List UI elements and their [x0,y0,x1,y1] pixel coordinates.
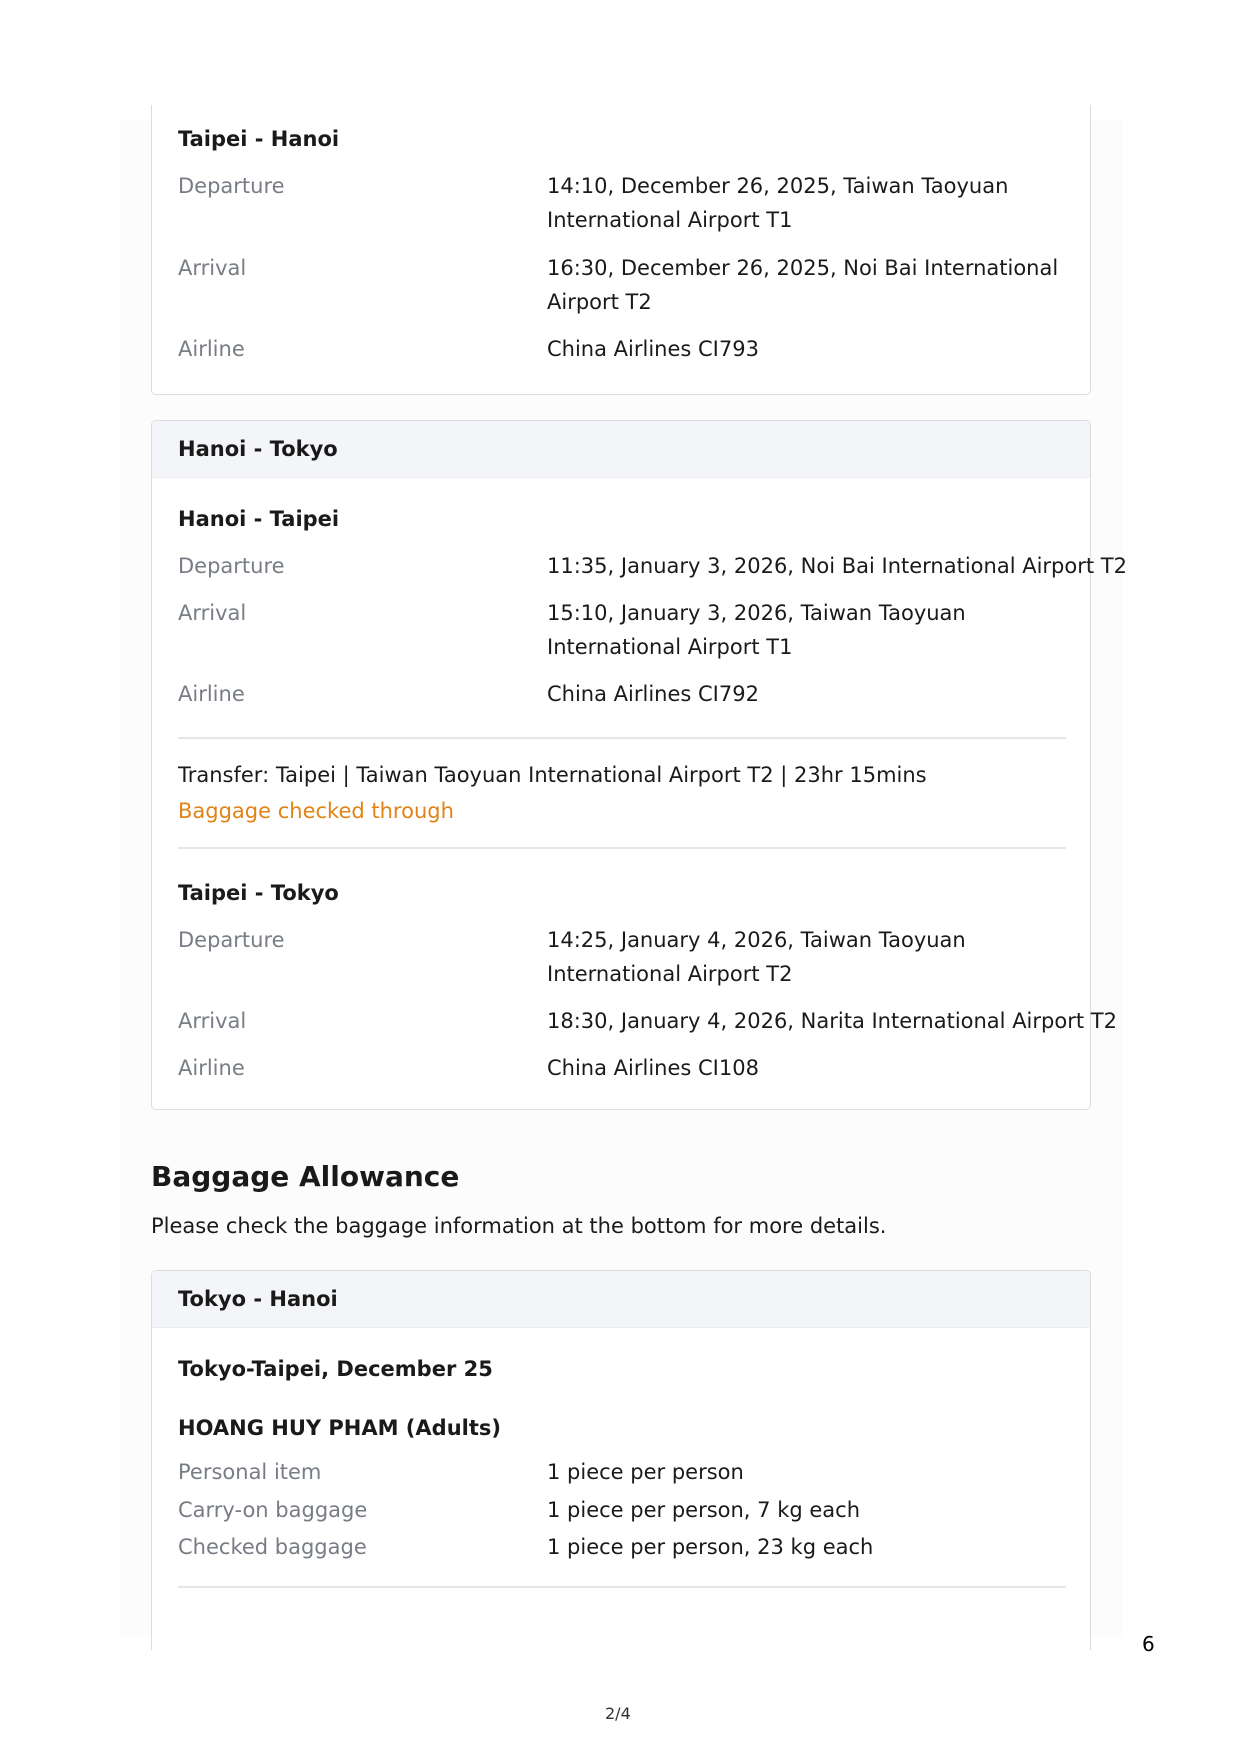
checked-baggage-value: 1 piece per person, 23 kg each [547,1535,874,1559]
card-header: Hanoi - Tokyo [152,421,1090,478]
page-counter: 2/4 [605,1704,631,1723]
arrival-value: 15:10, January 3, 2026, Taiwan Taoyuan International Airport T1 [547,601,966,659]
checked-baggage-label: Checked baggage [178,1535,367,1559]
airline-label: Airline [178,1056,245,1080]
airline-label: Airline [178,337,245,361]
arrival-value: 18:30, January 4, 2026, Narita International Airport T2 [547,1009,1117,1033]
departure-value: 11:35, January 3, 2026, Noi Bai International Airport T2 [547,554,1127,578]
departure-value: 14:25, January 4, 2026, Taiwan Taoyuan International Airport T2 [547,928,966,986]
airline-value: China Airlines CI792 [547,682,759,706]
segment-title: Taipei - Hanoi [178,127,340,151]
departure-value: 14:10, December 26, 2025, Taiwan Taoyuan International Airport T1 [547,174,1009,232]
baggage-card-tokyo-hanoi [151,1270,1091,1650]
flight-card-taipei-hanoi [151,105,1091,395]
baggage-heading: Baggage Allowance [151,1160,460,1193]
airline-value: China Airlines CI108 [547,1056,759,1080]
segment-title: Hanoi - Taipei [178,507,340,531]
page-number: 6 [1142,1632,1155,1656]
divider [178,1586,1066,1588]
departure-label: Departure [178,554,285,578]
arrival-label: Arrival [178,601,247,625]
passenger-name: HOANG HUY PHAM (Adults) [178,1416,501,1440]
arrival-label: Arrival [178,256,247,280]
segment-title: Taipei - Tokyo [178,881,339,905]
transfer-info: Transfer: Taipei | Taiwan Taoyuan International Airport T2 | 23hr 15mins [178,763,927,787]
airline-label: Airline [178,682,245,706]
flight-card-hanoi-tokyo [151,420,1127,1110]
baggage-through-note: Baggage checked through [178,799,454,823]
personal-item-label: Personal item [178,1460,322,1484]
departure-label: Departure [178,928,285,952]
carry-on-label: Carry-on baggage [178,1498,368,1522]
personal-item-value: 1 piece per person [547,1460,744,1484]
divider [178,737,1066,739]
divider [178,847,1066,849]
departure-label: Departure [178,174,285,198]
baggage-intro: Please check the baggage information at the bottom for more details. [151,1214,887,1238]
card-header: Tokyo - Hanoi [152,1271,1090,1328]
arrival-label: Arrival [178,1009,247,1033]
arrival-value: 16:30, December 26, 2025, Noi Bai International Airport T2 [547,256,1059,314]
baggage-leg-title: Tokyo-Taipei, December 25 [178,1357,493,1381]
carry-on-value: 1 piece per person, 7 kg each [547,1498,861,1522]
airline-value: China Airlines CI793 [547,337,759,361]
